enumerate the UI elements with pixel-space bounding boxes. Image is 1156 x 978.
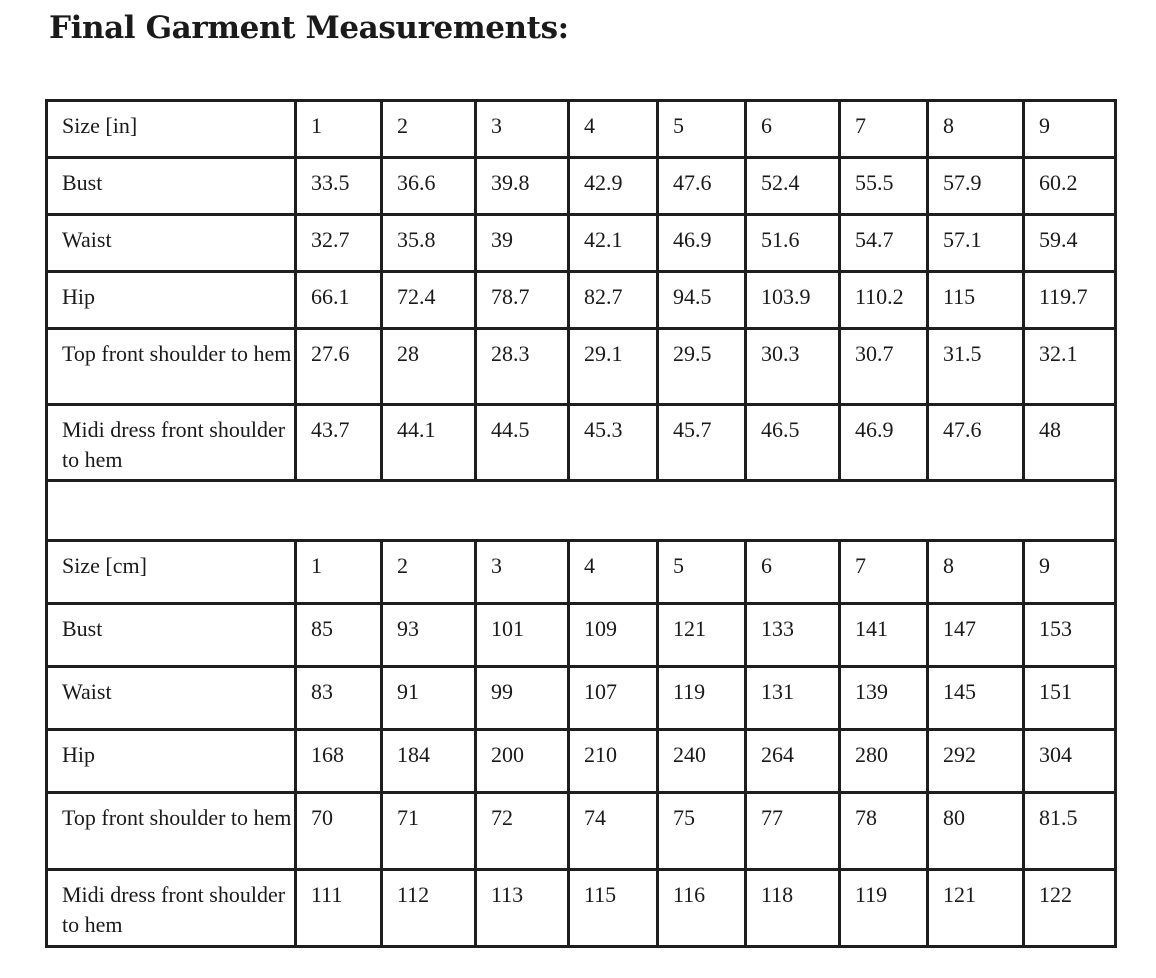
table-cell: 85 <box>296 604 382 667</box>
table-cell: 75 <box>658 793 746 870</box>
table-cell: 80 <box>928 793 1024 870</box>
table-cell: 119 <box>658 667 746 730</box>
table-cell: 57.9 <box>928 158 1024 215</box>
table-cell: 78 <box>840 793 928 870</box>
table-cell: 60.2 <box>1024 158 1116 215</box>
table-row-in-size <box>47 101 1116 158</box>
measurements-table <box>45 99 1117 948</box>
table-cell: 101 <box>476 604 569 667</box>
table-cell: 93 <box>382 604 476 667</box>
table-cell: 91 <box>382 667 476 730</box>
table-cell: 6 <box>746 541 840 604</box>
table-cell: 33.5 <box>296 158 382 215</box>
table-cell: 30.7 <box>840 329 928 405</box>
table-cell: 147 <box>928 604 1024 667</box>
spacer-cell <box>47 481 1116 541</box>
table-cell: 3 <box>476 101 569 158</box>
row-label: Top front shoulder to hem <box>47 329 296 405</box>
table-cell: 2 <box>382 101 476 158</box>
table-cell: 3 <box>476 541 569 604</box>
table-cell: 44.1 <box>382 405 476 481</box>
table-cell: 110.2 <box>840 272 928 329</box>
table-cell: 103.9 <box>746 272 840 329</box>
table-cell: 2 <box>382 541 476 604</box>
table-cell: 28.3 <box>476 329 569 405</box>
table-cell: 168 <box>296 730 382 793</box>
table-cell: 29.5 <box>658 329 746 405</box>
table-cell: 122 <box>1024 870 1116 947</box>
table-cell: 46.9 <box>658 215 746 272</box>
table-cell: 54.7 <box>840 215 928 272</box>
table-cell: 151 <box>1024 667 1116 730</box>
table-cell: 5 <box>658 101 746 158</box>
table-cell: 27.6 <box>296 329 382 405</box>
row-label: Waist <box>47 667 296 730</box>
table-cell: 46.9 <box>840 405 928 481</box>
table-row-in-midi-length <box>47 405 1116 481</box>
table-cell: 6 <box>746 101 840 158</box>
table-cell: 45.7 <box>658 405 746 481</box>
table-cell: 109 <box>569 604 658 667</box>
table-cell: 47.6 <box>928 405 1024 481</box>
table-cell: 51.6 <box>746 215 840 272</box>
table-cell: 59.4 <box>1024 215 1116 272</box>
table-cell: 8 <box>928 101 1024 158</box>
table-cell: 52.4 <box>746 158 840 215</box>
table-cell: 72.4 <box>382 272 476 329</box>
row-label: Bust <box>47 158 296 215</box>
table-cell: 7 <box>840 541 928 604</box>
table-cell: 82.7 <box>569 272 658 329</box>
table-cell: 141 <box>840 604 928 667</box>
table-row-cm-hip <box>47 730 1116 793</box>
table-cell: 121 <box>658 604 746 667</box>
table-cell: 133 <box>746 604 840 667</box>
table-cell: 43.7 <box>296 405 382 481</box>
table-cell: 35.8 <box>382 215 476 272</box>
table-cell: 121 <box>928 870 1024 947</box>
table-cell: 31.5 <box>928 329 1024 405</box>
row-label: Midi dress front shoulder to hem <box>47 870 296 947</box>
table-cell: 118 <box>746 870 840 947</box>
table-cell: 28 <box>382 329 476 405</box>
row-label: Top front shoulder to hem <box>47 793 296 870</box>
table-cell: 113 <box>476 870 569 947</box>
table-cell: 70 <box>296 793 382 870</box>
table-cell: 32.7 <box>296 215 382 272</box>
table-cell: 1 <box>296 541 382 604</box>
table-cell: 4 <box>569 101 658 158</box>
table-row-cm-bust <box>47 604 1116 667</box>
table-cell: 39.8 <box>476 158 569 215</box>
table-cell: 47.6 <box>658 158 746 215</box>
table-cell: 131 <box>746 667 840 730</box>
table-cell: 8 <box>928 541 1024 604</box>
table-cell: 1 <box>296 101 382 158</box>
table-cell: 99 <box>476 667 569 730</box>
table-row-in-top-length <box>47 329 1116 405</box>
table-cell: 115 <box>928 272 1024 329</box>
table-cell: 119.7 <box>1024 272 1116 329</box>
table-cell: 184 <box>382 730 476 793</box>
table-cell: 39 <box>476 215 569 272</box>
table-row-cm-waist <box>47 667 1116 730</box>
table-cell: 94.5 <box>658 272 746 329</box>
table-cell: 240 <box>658 730 746 793</box>
table-cell: 32.1 <box>1024 329 1116 405</box>
row-label: Hip <box>47 272 296 329</box>
row-label: Hip <box>47 730 296 793</box>
table-row-in-bust <box>47 158 1116 215</box>
table-cell: 115 <box>569 870 658 947</box>
table-row-cm-top-length <box>47 793 1116 870</box>
table-cell: 139 <box>840 667 928 730</box>
table-cell: 29.1 <box>569 329 658 405</box>
table-cell: 116 <box>658 870 746 947</box>
table-cell: 264 <box>746 730 840 793</box>
table-cell: 111 <box>296 870 382 947</box>
table-cell: 45.3 <box>569 405 658 481</box>
table-cell: 4 <box>569 541 658 604</box>
table-cell: 55.5 <box>840 158 928 215</box>
table-row-in-hip <box>47 272 1116 329</box>
table-cell: 74 <box>569 793 658 870</box>
table-cell: 292 <box>928 730 1024 793</box>
table-cell: 280 <box>840 730 928 793</box>
row-label: Bust <box>47 604 296 667</box>
table-cell: 107 <box>569 667 658 730</box>
table-cell: 42.9 <box>569 158 658 215</box>
table-row-cm-midi-length <box>47 870 1116 947</box>
row-label: Midi dress front shoulder to hem <box>47 405 296 481</box>
table-cell: 83 <box>296 667 382 730</box>
table-cell: 304 <box>1024 730 1116 793</box>
table-cell: 153 <box>1024 604 1116 667</box>
table-cell: 57.1 <box>928 215 1024 272</box>
table-cell: 78.7 <box>476 272 569 329</box>
row-label: Size [cm] <box>47 541 296 604</box>
table-cell: 112 <box>382 870 476 947</box>
table-cell: 71 <box>382 793 476 870</box>
table-row-in-waist <box>47 215 1116 272</box>
row-label: Size [in] <box>47 101 296 158</box>
page-title: Final Garment Measurements: <box>49 10 569 46</box>
table-cell: 9 <box>1024 541 1116 604</box>
table-cell: 44.5 <box>476 405 569 481</box>
table-cell: 9 <box>1024 101 1116 158</box>
table-cell: 30.3 <box>746 329 840 405</box>
table-cell: 7 <box>840 101 928 158</box>
table-cell: 81.5 <box>1024 793 1116 870</box>
row-label: Waist <box>47 215 296 272</box>
table-cell: 42.1 <box>569 215 658 272</box>
table-row-cm-size <box>47 541 1116 604</box>
table-cell: 145 <box>928 667 1024 730</box>
table-cell: 66.1 <box>296 272 382 329</box>
table-cell: 200 <box>476 730 569 793</box>
table-cell: 210 <box>569 730 658 793</box>
table-cell: 77 <box>746 793 840 870</box>
table-cell: 5 <box>658 541 746 604</box>
table-spacer-row <box>47 481 1116 541</box>
table-cell: 36.6 <box>382 158 476 215</box>
table-cell: 72 <box>476 793 569 870</box>
table-cell: 119 <box>840 870 928 947</box>
table-cell: 46.5 <box>746 405 840 481</box>
table-cell: 48 <box>1024 405 1116 481</box>
